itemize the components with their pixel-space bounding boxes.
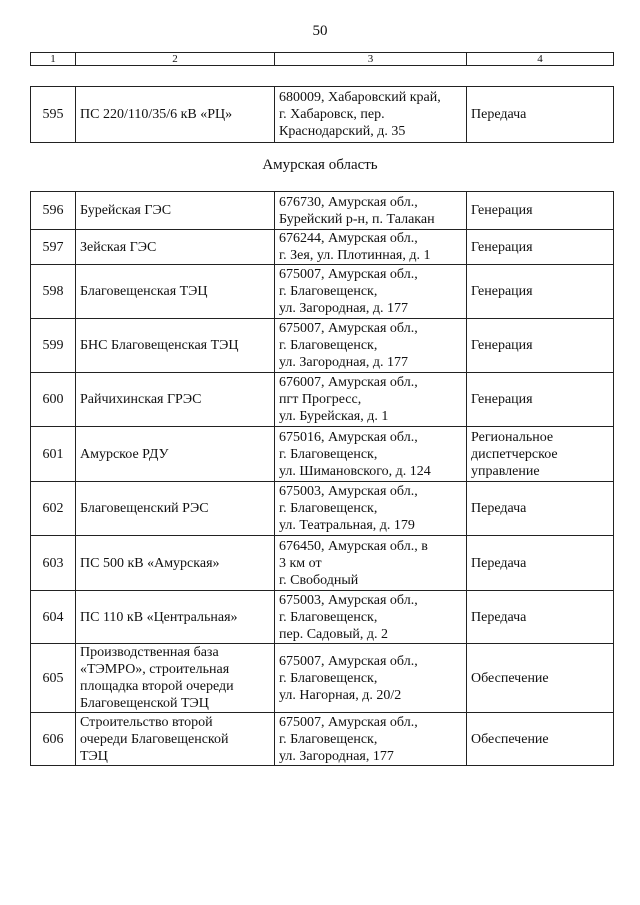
column-header-1: 1 xyxy=(31,53,76,66)
facility-address-line: г. Благовещенск, xyxy=(279,501,378,516)
facility-address-line: 676730, Амурская обл., xyxy=(279,194,418,210)
facility-address xyxy=(275,373,467,427)
facility-type-line: Обеспечение xyxy=(471,670,549,686)
facility-type-line: Генерация xyxy=(471,338,533,353)
facility-address xyxy=(275,319,467,373)
facility-type-line: диспетчерское xyxy=(471,446,558,462)
facility-type xyxy=(467,427,614,482)
facilities-table-amur xyxy=(30,191,614,766)
page-number: 50 xyxy=(312,23,328,39)
facility-address-line: 676450, Амурская обл., в xyxy=(279,538,428,554)
facility-type xyxy=(467,230,614,265)
facility-name-line: «ТЭМРО», строительная xyxy=(80,662,230,677)
facility-address-line: 675007, Амурская обл., xyxy=(279,267,418,282)
facility-name xyxy=(76,87,275,143)
facility-type xyxy=(467,591,614,644)
facility-name xyxy=(76,373,275,427)
facility-address-line: 680009, Хабаровский край, xyxy=(279,90,441,105)
facility-address-line: г. Свободный xyxy=(279,572,359,588)
table-row xyxy=(31,230,614,265)
facility-name-line: ПС 500 кВ «Амурская» xyxy=(80,555,220,571)
facility-type-line: Генерация xyxy=(471,239,533,255)
facility-address-line: пер. Садовый, д. 2 xyxy=(279,626,389,642)
facility-name xyxy=(76,591,275,644)
column-header-3: 3 xyxy=(275,53,467,66)
table-row xyxy=(31,713,614,766)
facility-type-line: Передача xyxy=(471,501,527,516)
table-row xyxy=(31,87,614,143)
facility-name-line: Благовещенской ТЭЦ xyxy=(80,696,209,711)
facility-name xyxy=(76,536,275,591)
facility-address-line: ул. Бурейская, д. 1 xyxy=(279,409,389,424)
facility-name xyxy=(76,230,275,265)
facility-type-line: Передача xyxy=(471,107,527,122)
facility-address xyxy=(275,591,467,644)
facility-type xyxy=(467,192,614,230)
facility-name-line: Строительство второй xyxy=(80,714,213,730)
row-number: 606 xyxy=(31,713,76,766)
facility-address xyxy=(275,265,467,319)
facility-address xyxy=(275,427,467,482)
facility-name xyxy=(76,427,275,482)
facility-name xyxy=(76,482,275,536)
facility-address xyxy=(275,87,467,143)
table-row xyxy=(31,591,614,644)
facility-name xyxy=(76,713,275,766)
facility-address-line: ул. Театральная, д. 179 xyxy=(279,518,415,533)
facility-type xyxy=(467,373,614,427)
column-header-row xyxy=(31,53,614,66)
facility-name-line: Амурское РДУ xyxy=(80,446,169,462)
facility-address-line: г. Благовещенск, xyxy=(279,670,378,686)
facility-address xyxy=(275,230,467,265)
facility-type xyxy=(467,536,614,591)
facility-type-line: Обеспечение xyxy=(471,731,549,747)
row-number: 600 xyxy=(31,373,76,427)
facility-name-line: ПС 220/110/35/6 кВ «РЦ» xyxy=(80,107,233,122)
facility-name-line: Бурейская ГЭС xyxy=(80,203,172,218)
facility-address-line: г. Благовещенск, xyxy=(279,338,378,353)
row-number: 598 xyxy=(31,265,76,319)
facility-name-line: ПС 110 кВ «Центральная» xyxy=(80,609,238,625)
facility-address-line: г. Хабаровск, пер. xyxy=(279,107,385,122)
facility-address xyxy=(275,644,467,713)
facility-type-line: Передача xyxy=(471,555,527,571)
facility-address-line: 676007, Амурская обл., xyxy=(279,375,418,390)
facility-type xyxy=(467,265,614,319)
table-row xyxy=(31,192,614,230)
facility-type xyxy=(467,482,614,536)
facility-type-line: Генерация xyxy=(471,284,533,299)
facility-name-line: ТЭЦ xyxy=(80,748,108,764)
facility-type-line: Передача xyxy=(471,609,527,625)
region-title: Амурская область xyxy=(262,157,378,173)
facility-address-line: г. Благовещенск, xyxy=(279,284,378,299)
table-row xyxy=(31,536,614,591)
table-row xyxy=(31,373,614,427)
facility-address xyxy=(275,536,467,591)
facility-name xyxy=(76,265,275,319)
table-row xyxy=(31,427,614,482)
facility-address-line: 675007, Амурская обл., xyxy=(279,653,418,669)
facility-address-line: Краснодарский, д. 35 xyxy=(279,124,406,139)
facility-type xyxy=(467,713,614,766)
facility-name-line: площадка второй очереди xyxy=(80,679,234,694)
column-header-table xyxy=(30,52,614,66)
facility-address-line: 675016, Амурская обл., xyxy=(279,429,418,445)
row-number: 596 xyxy=(31,192,76,230)
facility-name-line: Райчихинская ГРЭС xyxy=(80,392,202,407)
facility-address xyxy=(275,192,467,230)
row-number: 597 xyxy=(31,230,76,265)
facility-name-line: очереди Благовещенской xyxy=(80,731,229,747)
facility-address-line: ул. Загородная, д. 177 xyxy=(279,355,408,370)
column-header-2: 2 xyxy=(76,53,275,66)
facility-type-line: Генерация xyxy=(471,392,533,407)
row-number: 599 xyxy=(31,319,76,373)
facility-address-line: 675007, Амурская обл., xyxy=(279,321,418,336)
row-number: 604 xyxy=(31,591,76,644)
facility-type-line: управление xyxy=(471,463,540,479)
facility-name-line: Производственная база xyxy=(80,645,219,660)
facility-name xyxy=(76,319,275,373)
row-number: 603 xyxy=(31,536,76,591)
facility-address-line: г. Благовещенск, xyxy=(279,609,378,625)
facility-address-line: 675003, Амурская обл., xyxy=(279,592,418,608)
facility-address-line: г. Зея, ул. Плотинная, д. 1 xyxy=(279,248,431,263)
facility-name-line: Благовещенская ТЭЦ xyxy=(80,284,208,299)
facility-name xyxy=(76,644,275,713)
table-row xyxy=(31,265,614,319)
facility-address-line: ул. Нагорная, д. 20/2 xyxy=(279,687,402,703)
table-row xyxy=(31,644,614,713)
facility-address-line: Бурейский р-н, п. Талакан xyxy=(279,211,435,227)
facility-name-line: Зейская ГЭС xyxy=(80,239,157,255)
facility-name-line: Благовещенский РЭС xyxy=(80,501,209,516)
facility-address-line: 3 км от xyxy=(279,555,322,571)
facilities-table-khabarovsk xyxy=(30,86,614,143)
facility-type-line: Генерация xyxy=(471,203,533,218)
table-row xyxy=(31,319,614,373)
facility-address-line: пгт Прогресс, xyxy=(279,392,362,407)
facility-address xyxy=(275,482,467,536)
row-number: 601 xyxy=(31,427,76,482)
facility-address-line: г. Благовещенск, xyxy=(279,446,378,462)
facility-address-line: 675003, Амурская обл., xyxy=(279,484,418,499)
facility-type xyxy=(467,644,614,713)
facility-type xyxy=(467,319,614,373)
facility-address-line: ул. Загородная, 177 xyxy=(279,748,394,764)
facility-address xyxy=(275,713,467,766)
facility-name-line: БНС Благовещенская ТЭЦ xyxy=(80,338,239,353)
facility-name xyxy=(76,192,275,230)
facility-type-line: Региональное xyxy=(471,429,554,445)
facility-address-line: ул. Шимановского, д. 124 xyxy=(279,463,431,479)
facility-type xyxy=(467,87,614,143)
row-number: 602 xyxy=(31,482,76,536)
facility-address-line: 676244, Амурская обл., xyxy=(279,231,418,246)
facility-address-line: ул. Загородная, д. 177 xyxy=(279,301,408,316)
row-number: 605 xyxy=(31,644,76,713)
facility-address-line: г. Благовещенск, xyxy=(279,731,378,747)
row-number: 595 xyxy=(31,87,76,143)
table-row xyxy=(31,482,614,536)
facility-address-line: 675007, Амурская обл., xyxy=(279,714,418,730)
column-header-4: 4 xyxy=(467,53,614,66)
